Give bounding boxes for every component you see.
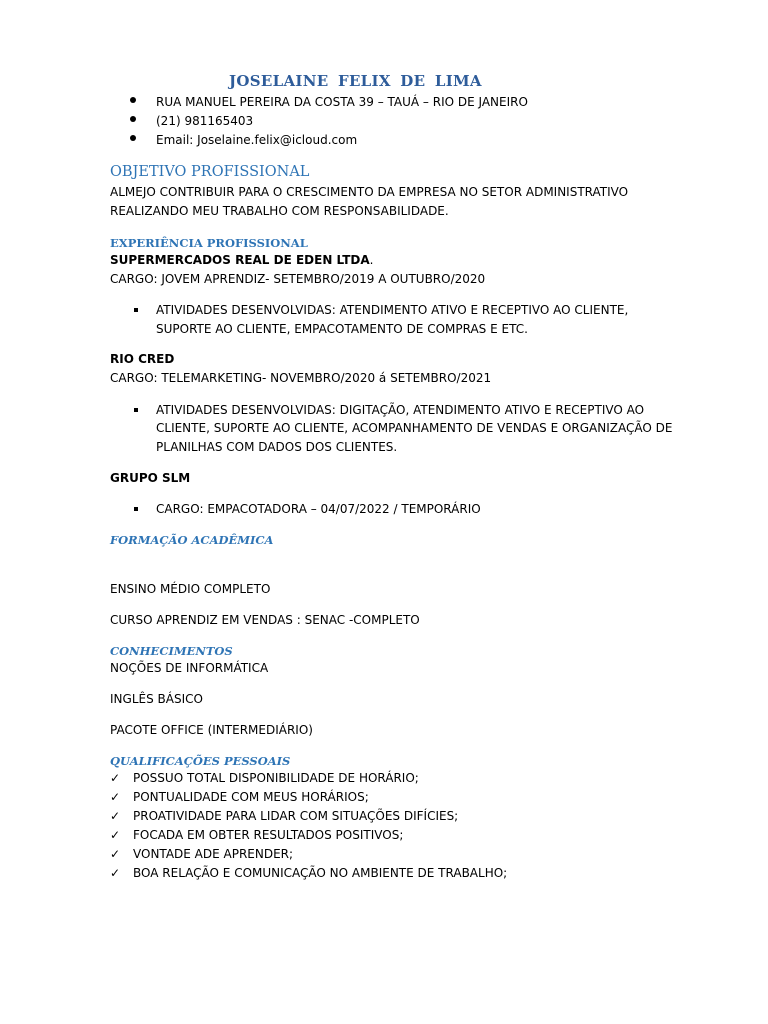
- qualification-item: VONTADE ADE APRENDER;: [133, 847, 294, 861]
- resume-name: JOSELAINE FELIX DE LIMA: [229, 72, 482, 90]
- objective-heading: OBJETIVO PROFISSIONAL: [110, 164, 310, 180]
- qualifications-heading: QUALIFICAÇÕES PESSOAIS: [110, 754, 291, 768]
- job-company: RIO CRED: [110, 352, 175, 366]
- qualification-item: PONTUALIDADE COM MEUS HORÁRIOS;: [133, 790, 369, 804]
- knowledge-item: PACOTE OFFICE (INTERMEDIÁRIO): [110, 723, 313, 737]
- checkmark-icon: ✓: [110, 847, 121, 861]
- knowledge-heading: CONHECIMENTOS: [110, 644, 233, 658]
- job-role: CARGO: JOVEM APRENDIZ- SETEMBRO/2019 A OUTUBRO/2020: [110, 272, 486, 286]
- job-company-name: SUPERMERCADOS REAL DE EDEN LTDA: [110, 253, 370, 267]
- job-activity-line: ATIVIDADES DESENVOLVIDAS: DIGITAÇÃO, ATENDIMENTO ATIVO E RECEPTIVO AO: [156, 403, 645, 417]
- bullet-icon: [130, 116, 136, 122]
- job-activity-line: ATIVIDADES DESENVOLVIDAS: ATENDIMENTO ATIVO E RECEPTIVO AO CLIENTE,: [156, 303, 629, 317]
- job-activity-line: PLANILHAS COM DADOS DOS CLIENTES.: [156, 440, 398, 454]
- job-company-suffix: .: [369, 253, 374, 267]
- square-bullet-icon: [134, 507, 138, 511]
- contact-email: Email: Joselaine.felix@icloud.com: [156, 133, 358, 147]
- contact-address: RUA MANUEL PEREIRA DA COSTA 39 – TAUÁ – RIO DE JANEIRO: [156, 95, 528, 109]
- job-role: CARGO: EMPACOTADORA – 04/07/2022 / TEMPORÁRIO: [156, 502, 481, 516]
- job-company: [110, 251, 373, 269]
- knowledge-item: INGLÊS BÁSICO: [110, 692, 203, 706]
- qualification-item: BOA RELAÇÃO E COMUNICAÇÃO NO AMBIENTE DE TRABALHO;: [133, 866, 508, 880]
- job-role: CARGO: TELEMARKETING- NOVEMBRO/2020 á SETEMBRO/2021: [110, 371, 492, 385]
- objective-line: REALIZANDO MEU TRABALHO COM RESPONSABILIDADE.: [110, 204, 449, 218]
- bullet-icon: [130, 97, 136, 103]
- checkmark-icon: ✓: [110, 866, 121, 880]
- education-heading: FORMAÇÃO ACADÊMICA: [110, 533, 274, 547]
- knowledge-item: NOÇÕES DE INFORMÁTICA: [110, 661, 269, 675]
- square-bullet-icon: [134, 308, 138, 312]
- qualification-item: POSSUO TOTAL DISPONIBILIDADE DE HORÁRIO;: [133, 771, 419, 785]
- square-bullet-icon: [134, 408, 138, 412]
- job-activity-line: SUPORTE AO CLIENTE, EMPACOTAMENTO DE COMPRAS E ETC.: [156, 322, 528, 336]
- experience-heading: EXPERIÊNCIA PROFISSIONAL: [110, 236, 308, 250]
- job-company: GRUPO SLM: [110, 471, 191, 485]
- objective-line: ALMEJO CONTRIBUIR PARA O CRESCIMENTO DA EMPRESA NO SETOR ADMINISTRATIVO: [110, 185, 629, 199]
- job-activity-line: CLIENTE, SUPORTE AO CLIENTE, ACOMPANHAMENTO DE VENDAS E ORGANIZAÇÃO DE: [156, 421, 673, 435]
- qualification-item: FOCADA EM OBTER RESULTADOS POSITIVOS;: [133, 828, 404, 842]
- bullet-icon: [130, 135, 136, 141]
- qualification-item: PROATIVIDADE PARA LIDAR COM SITUAÇÕES DIFÍCIES;: [133, 809, 459, 823]
- education-item: ENSINO MÉDIO COMPLETO: [110, 582, 271, 596]
- education-item: CURSO APRENDIZ EM VENDAS : SENAC -COMPLETO: [110, 613, 420, 627]
- checkmark-icon: ✓: [110, 790, 121, 804]
- checkmark-icon: ✓: [110, 771, 121, 785]
- contact-phone: (21) 981165403: [156, 114, 254, 128]
- checkmark-icon: ✓: [110, 828, 121, 842]
- checkmark-icon: ✓: [110, 809, 121, 823]
